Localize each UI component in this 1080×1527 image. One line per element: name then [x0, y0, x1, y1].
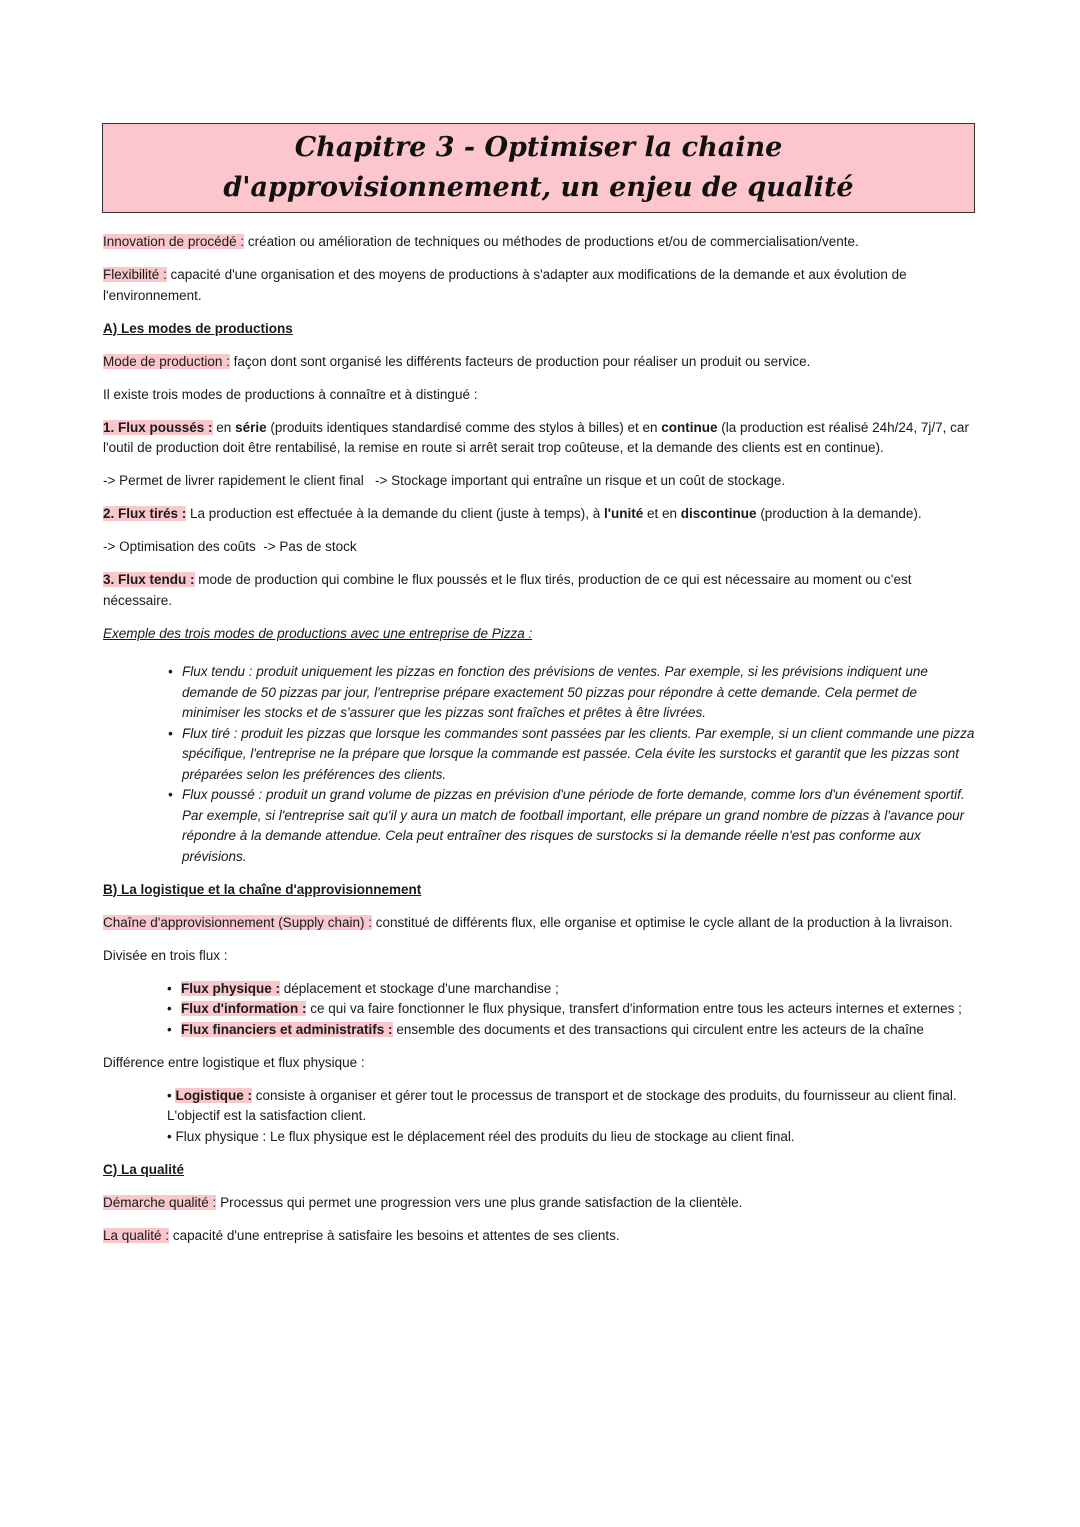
text: consiste à organiser et gérer tout le processus de transport et de stockage des produits, du fournisseur au client final.	[251, 1087, 957, 1103]
definition-qualite	[103, 1226, 978, 1247]
term-qualite: La qualité :	[103, 1227, 170, 1243]
term-mode-production: Mode de production :	[103, 353, 230, 369]
section-a-heading: A) Les modes de productions	[103, 320, 293, 336]
difference-intro: Différence entre logistique et flux physique :	[103, 1054, 365, 1070]
modes-intro: Il existe trois modes de productions à connaître et à distingué :	[103, 386, 478, 402]
definition-text: création ou amélioration de techniques ou méthodes de productions et/ou de commercialisation/vente.	[244, 234, 859, 249]
flux-pousses	[103, 418, 978, 459]
term-flux-financiers: Flux financiers et administratifs :	[181, 1021, 393, 1037]
keyword-serie: série	[235, 419, 267, 435]
definition-innovation	[103, 232, 978, 253]
document-body	[103, 232, 978, 1259]
example-heading: Exemple des trois modes de productions avec une entreprise de Pizza :	[103, 625, 533, 641]
chapter-title-box	[102, 123, 975, 213]
list-item: • Flux tendu : produit uniquement les pizzas en fonction des prévisions de ventes. Par exemple, si les prévisions indiquent une demande de 50 pizzas par jour, l'entreprise prépare exactement 50 pizzas pour répondre à cette demande. Cela permet de minimiser les stocks et de s'assurer que les pizzas sont fraîches et prêtes à être livrées.	[168, 662, 978, 724]
text: (la production est réalisé 24h/24, 7j/7, car l'outil de production doit être rentabilisé, la remise en route si arrêt serait trop coûteuse, et la demande des clients est en continue).	[103, 419, 969, 455]
text: et en	[643, 506, 681, 521]
example-list	[168, 662, 978, 867]
list-item: • Flux physique : Le flux physique est le déplacement réel des produits du lieu de stockage au client final.	[167, 1128, 795, 1144]
text: L'objectif est la satisfaction client.	[167, 1108, 367, 1123]
text: ce qui va faire fonctionner le flux physique, transfert d'information entre tous les acteurs internes et externes ;	[306, 1001, 962, 1016]
term-flux-pousses: 1. Flux poussés :	[103, 419, 213, 435]
term-supply-chain: Chaîne d'approvisionnement (Supply chain) :	[103, 914, 372, 930]
flux-tendu	[103, 570, 978, 611]
term-flux-tendu: 3. Flux tendu :	[103, 572, 195, 587]
section-b-heading: B) La logistique et la chaîne d'approvisionnement	[103, 881, 422, 897]
flows-list	[167, 979, 978, 1041]
list-item	[167, 999, 978, 1020]
list-item	[167, 979, 978, 1000]
term-flux-tires: 2. Flux tirés :	[103, 506, 187, 521]
list-item: • Flux tiré : produit les pizzas que lorsque les commandes sont passées par les clients. Par exemple, si un client commande une pizza spécifique, l'entreprise ne la prépare que lorsque la commande est passée. Cela évite les surstocks et garantit que les pizzas sont préparées selon les préférences des clients.	[168, 724, 978, 786]
definition-mode-production	[103, 352, 978, 373]
text: (production à la demande).	[756, 506, 922, 521]
definition-demarche-qualite	[103, 1193, 978, 1214]
keyword-unite: l'unité	[604, 506, 644, 521]
definition-text: façon dont sont organisé les différents facteurs de production pour réaliser un produit ou service.	[229, 353, 811, 369]
flows-intro: Divisée en trois flux :	[103, 947, 228, 963]
term-flexibilite: Flexibilité :	[103, 267, 167, 282]
list-item: • Flux poussé : produit un grand volume de pizzas en prévision d'une période de forte demande, comme lors d'un événement sportif. Par exemple, si l'entreprise sait qu'il y aura un match de football important, elle prépare un grand nombre de pizzas à l'avance pour répondre à la demande attendue. Cela peut entraîner des risques de surstocks si la demande réelle n'est pas conforme aux prévisions.	[168, 785, 978, 867]
definition-text: capacité d'une entreprise à satisfaire les besoins et attentes de ses clients.	[169, 1227, 620, 1243]
term-innovation: Innovation de procédé :	[103, 234, 245, 249]
text: (produits identiques standardisé comme des stylos à billes) et en	[266, 419, 662, 435]
definition-text: capacité d'une organisation et des moyens de productions à s'adapter aux modifications de la demande et aux évolution de l'environnement.	[103, 267, 907, 303]
chapter-title: Chapitre 3 - Optimiser la chaine d'approvisionnement, un enjeu de qualité	[223, 132, 854, 203]
keyword-discontinue: discontinue	[680, 506, 757, 521]
definition-text: constitué de différents flux, elle organise et optimise le cycle allant de la production à la livraison.	[372, 914, 953, 930]
flux-tires-consequences: -> Optimisation des coûts -> Pas de stock	[103, 539, 357, 554]
section-c-heading: C) La qualité	[103, 1161, 185, 1177]
flux-pousses-consequences: -> Permet de livrer rapidement le client final -> Stockage important qui entraîne un risque et un coût de stockage.	[103, 473, 786, 488]
text: en	[212, 419, 236, 435]
term-logistique: Logistique :	[175, 1087, 252, 1103]
list-item: • Logistique : consiste à organiser et gérer tout le processus de transport et de stockage des produits, du fournisseur au client final. L'objectif est la satisfaction client.	[167, 1087, 957, 1123]
keyword-continue: continue	[661, 419, 718, 435]
list-item	[167, 1020, 978, 1041]
term-flux-physique: Flux physique :	[181, 980, 281, 996]
difference-list	[167, 1086, 978, 1148]
definition-flexibilite	[103, 265, 978, 306]
text: La production est effectuée à la demande du client (juste à temps), à	[186, 506, 605, 521]
definition-text: Processus qui permet une progression vers une plus grande satisfaction de la clientèle.	[216, 1194, 743, 1210]
term-demarche-qualite: Démarche qualité :	[103, 1194, 217, 1210]
definition-supply-chain	[103, 913, 978, 934]
text: ensemble des documents et des transactions qui circulent entre les acteurs de la chaîne	[392, 1021, 924, 1037]
flux-tires	[103, 504, 978, 525]
text: mode de production qui combine le flux poussés et le flux tirés, production de ce qui est nécessaire au moment ou c'est nécessaire.	[103, 572, 912, 608]
text: déplacement et stockage d'une marchandise ;	[280, 980, 559, 996]
term-flux-information: Flux d'information :	[181, 1001, 307, 1016]
